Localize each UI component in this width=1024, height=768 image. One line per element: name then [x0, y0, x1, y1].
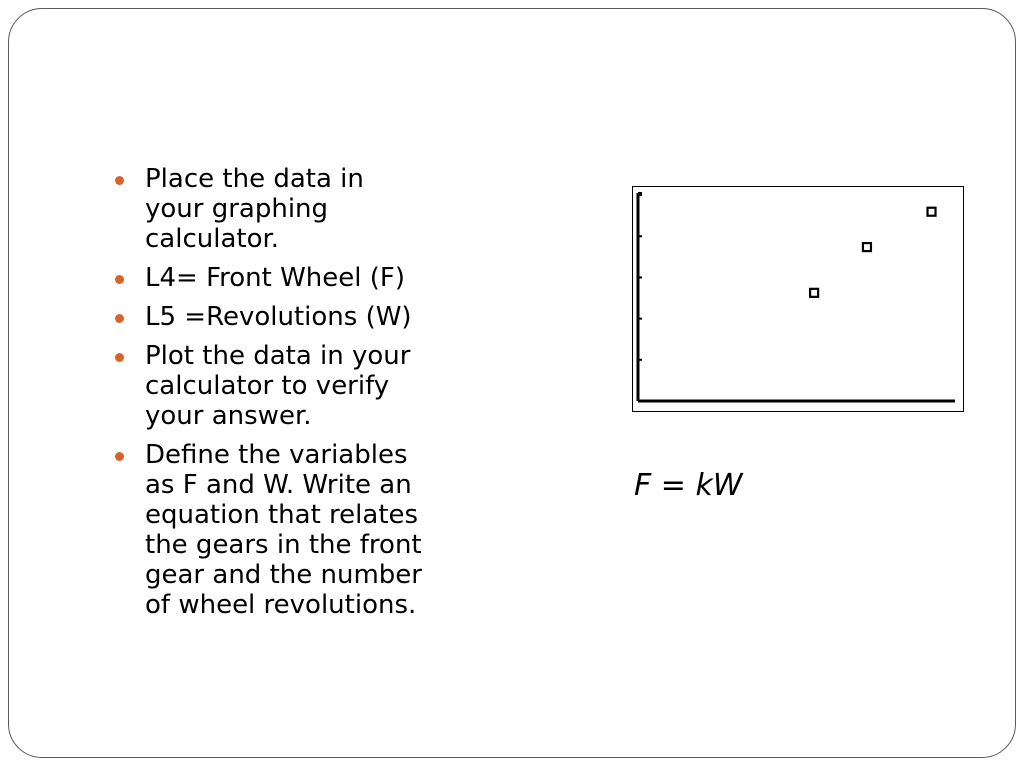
- bullet-dot-icon: [115, 314, 124, 323]
- bullet-text: Place the data in your graphing calculator.: [145, 164, 364, 254]
- equation: F = kW: [634, 468, 743, 503]
- bullet-text: L4= Front Wheel (F): [145, 263, 406, 293]
- bullet-item: [112, 164, 502, 254]
- bullet-item: [112, 341, 502, 431]
- bullet-dot-icon: [115, 452, 124, 461]
- data-point: [863, 243, 871, 251]
- bullet-text: Define the variables as F and W. Write an equation that relates the gears in the front gear and the number of wheel revolutions.: [145, 440, 422, 620]
- bullet-dot-icon: [115, 353, 124, 362]
- bullet-text: Plot the data in your calculator to verify your answer.: [145, 341, 411, 431]
- bullet-list: [112, 164, 502, 629]
- bullet-text: L5 =Revolutions (W): [145, 302, 412, 332]
- bullet-item: [112, 263, 502, 293]
- bullet-item: [112, 440, 502, 620]
- bullet-dot-icon: [115, 176, 124, 185]
- data-point: [810, 289, 818, 297]
- bullet-item: [112, 302, 502, 332]
- bullet-dot-icon: [115, 275, 124, 284]
- data-point: [928, 208, 936, 216]
- plot-canvas: [633, 187, 963, 411]
- scatter-plot: [632, 186, 964, 412]
